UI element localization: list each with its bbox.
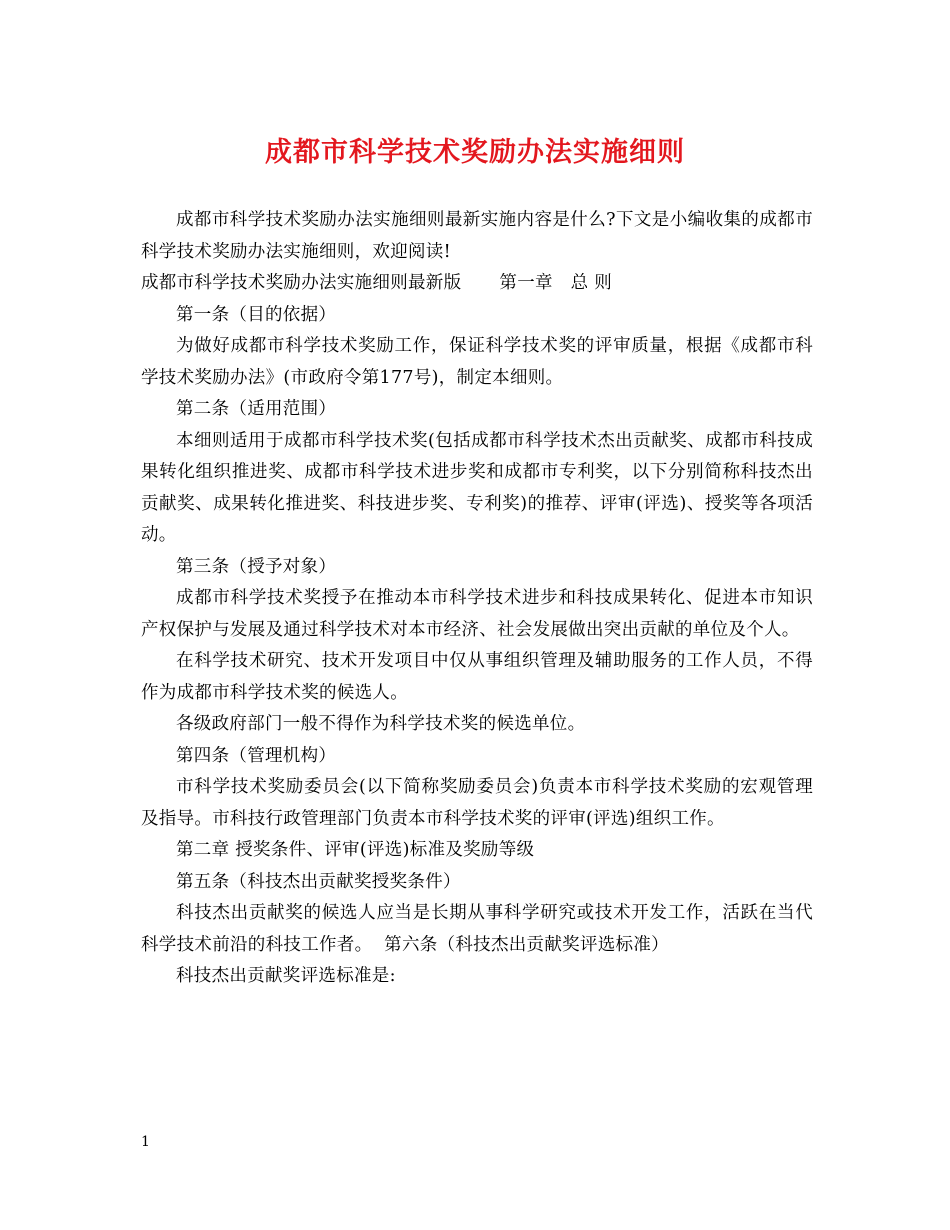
document-title: 成都市科学技术奖励办法实施细则 xyxy=(265,137,685,168)
article-3-text-1: 成都市科学技术奖授予在推动本市科学技术进步和科技成果转化、促进本市知识产权保护与发展及通过科学技术对本市经济、社会发展做出突出贡献的单位及个人。 xyxy=(141,588,813,640)
version-label: 成都市科学技术奖励办法实施细则最新版 xyxy=(141,273,462,293)
article-5-heading: 第五条（科技杰出贡献奖授奖条件） xyxy=(176,871,461,892)
page-number: 1 xyxy=(141,1134,150,1150)
article-6-text: 科技杰出贡献奖评选标准是: xyxy=(176,966,396,986)
version-line xyxy=(141,268,813,300)
article-3-text-3: 各级政府部门一般不得作为科学技术奖的候选单位。 xyxy=(176,714,586,734)
article-2-heading: 第二条（适用范围） xyxy=(176,399,337,419)
article-4-text: 市科学技术奖励委员会(以下简称奖励委员会)负责本市科学技术奖励的宏观管理及指导。市科技行政管理部门负责本市科学技术奖的评审(评选)组织工作。 xyxy=(141,777,813,829)
intro-paragraph: 成都市科学技术奖励办法实施细则最新实施内容是什么?下文是小编收集的成都市科学技术奖励办法实施细则，欢迎阅读! xyxy=(141,210,813,262)
chapter-heading-2: 第二章 授奖条件、评审(评选)标准及奖励等级 xyxy=(176,840,535,860)
article-6-heading: 第六条（科技杰出贡献奖评选标准） xyxy=(384,934,669,955)
article-2-text: 本细则适用于成都市科学技术奖(包括成都市科学技术杰出贡献奖、成都市科技成果转化组织推进奖、成都市科学技术进步奖和成都市专利奖，以下分别简称科技杰出贡献奖、成果转化推进奖、科技进步奖、专利奖)的推荐、评审(评选)、授奖等各项活动。 xyxy=(141,430,813,545)
chapter-heading-1: 第一章 总 则 xyxy=(499,273,613,293)
article-4-heading: 第四条（管理机构） xyxy=(176,745,337,766)
article-5-text xyxy=(141,898,813,961)
article-3-heading: 第三条（授予对象） xyxy=(176,556,337,577)
article-1-text: 为做好成都市科学技术奖励工作，保证科学技术奖的评审质量，根据《成都市科学技术奖励办法》(市政府令第177号)，制定本细则。 xyxy=(141,336,813,388)
article-1-heading: 第一条（目的依据） xyxy=(176,304,337,325)
document-body xyxy=(141,205,813,993)
article-3-text-2: 在科学技术研究、技术开发项目中仅从事组织管理及辅助服务的工作人员，不得作为成都市科学技术奖的候选人。 xyxy=(141,651,813,703)
article-5-body: 科技杰出贡献奖的候选人应当是长期从事科学研究或技术开发工作，活跃在当代科学技术前沿的科技工作者。 xyxy=(141,903,813,955)
